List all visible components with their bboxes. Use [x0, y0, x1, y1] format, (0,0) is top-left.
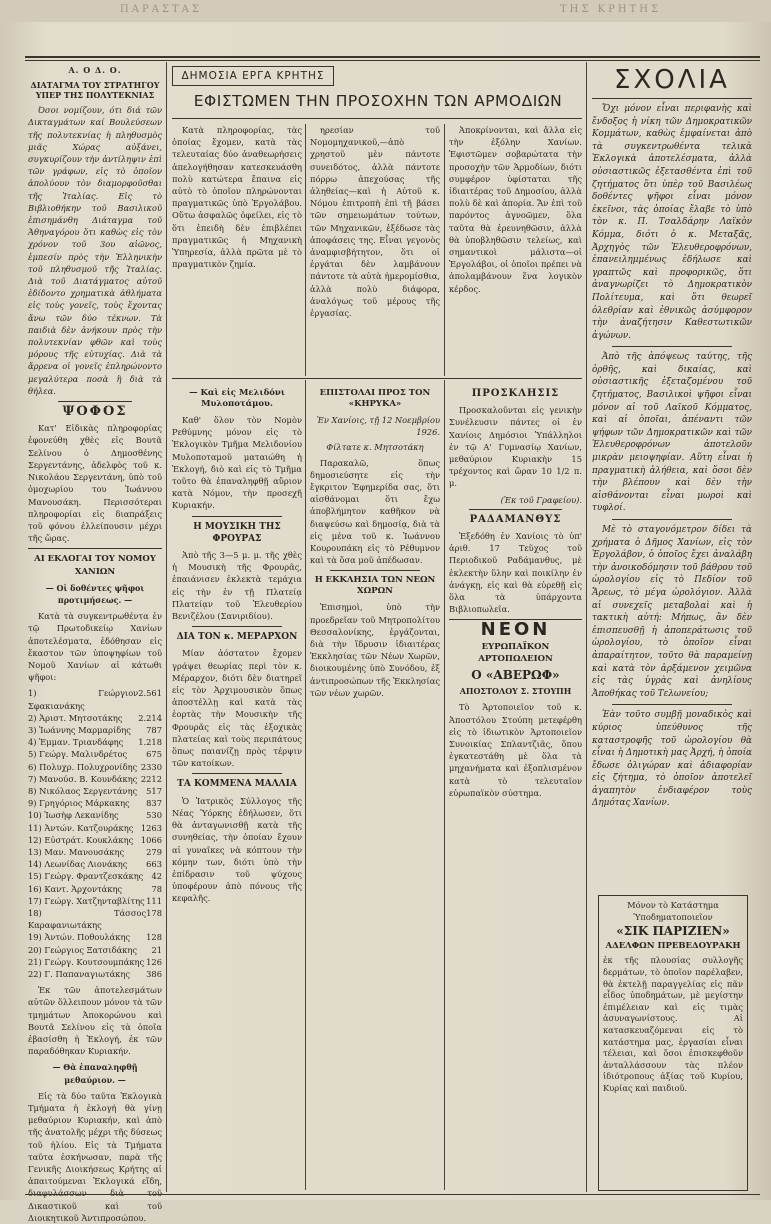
- headline-rule: [172, 118, 582, 119]
- center-lead-b: [310, 124, 440, 374]
- column-divider: [166, 62, 167, 1192]
- letters-salute: Φίλτατε κ. Μητσοτάκη: [326, 442, 424, 453]
- candidate-name: 12) Εὐστράτ. Κουκλάκης: [28, 834, 134, 845]
- melidoni-heading: — Καὶ εἰς Μελιδόνι Μυλοποτάμου.: [189, 388, 285, 409]
- scholia-p1: Ὄχι μόνον εἶναι περιφανὴς καὶ ἔνδοξος ἡ νίκη τῶν Δημοκρατικῶν Κομμάτων, καθὼς ἐμφαίνεται ἀπὸ τὰ συγκεντρωθέντα τελικὰ Ἐκλογικὰ ἀποτελέσματα, ἀλλὰ οὐσιαστικῶς ἐξετασθέντα ἐπὶ τοῦ ζητήματος ὅτι ὑπὲρ τοῦ Βασιλέως δοθέντες ψῆφοι εἶναι μόνον ἐκεῖνοι, τὰς ὁποίας ἔλαβε τὸ ὑπὸ τὸν κ. Π. Τσαλδάρην Λαϊκὸν Κόμμα, διότι ὁ κ. Μεταξᾶς, Ἀρχηγὸς τῶν Ἐλευθεροφρόνων, ἐπανειλημμένως ἐδήλωσε καὶ γραπτῶς καὶ προφορικῶς, ὅτι ἀναγνωρίζει τὸ Δημοκρατικὸν Πολίτευμα, καὶ ὅτι θεωρεῖ ὀλεθρίαν καὶ ἐθνικῶς ἀσύμφορον τὴν ἀναζήτησιν Καθεστωτικῶν ἀγώνων.: [592, 104, 752, 341]
- public-works-kicker-box: [172, 66, 334, 86]
- neon-body: Τὸ Ἀρτοποιεῖον τοῦ κ. Ἀποστόλου Στούπη μετεφέρθη εἰς τὸ ἰδιωτικὸν Ἀρτοποιεῖον Συνοικίας Σπλαντζιᾶς, ὅπου ἐγκατεστάθη μὲ ὅλα τὰ μηχανήματα καὶ ἐξοπλισμένον κατὰ τὸ τελευταῖον εὐρωπαϊκὸν σύστημα.: [449, 702, 582, 798]
- kozmetiko-title: ΤΑ ΚΟΜΜΕΝΑ ΜΑΛΛΙΑ: [177, 779, 297, 790]
- center-col-c: [449, 384, 582, 1194]
- candidate-row: [28, 883, 162, 895]
- candidate-name: 6) Πολυχρ. Πολυχρονίδης: [28, 761, 138, 772]
- melidoni-body: Καθ' ὅλον τὸν Νομὸν Ρεθύμνης μόνον εἰς τὸ Ἐκλογικὸν Τμῆμα Μελιδονίου Μυλοποταμοῦ ματαιώθη ἡ Ἐκλογή, διὸ καὶ εἰς τὸ Τμῆμα τοῦτο θὰ ἐπαναληφθῇ αὔριον κατὰ Νόμον, τὴν προσεχῆ Κυριακήν.: [172, 415, 302, 511]
- candidate-name: 16) Καντ. Ἀρχοντάκης: [28, 883, 123, 894]
- decree-title: ΔΙΑΤΑΓΜΑ ΤΟΥ ΣΤΡΑΤΗΓΟΥ ΥΠΕΡ ΤΗΣ ΠΟΛΥΤΕΚΝΙΑΣ: [30, 80, 160, 101]
- ad-body: ἐκ τῆς πλουσίας συλλογῆς δερμάτων, τὸ ὁποῖον παρέλαβεν, θὰ ἐκτελῇ παραγγελίας εἰς πᾶν εἶδος ὑποδημάτων, μὲ μεγίστην ἐπιμέλειαν καὶ εἰς τιμὰς ἀσυναγωνίστους. Αἱ κατασκευαζόμεναι εἰς τὸ κατάστημα μας, ἐργασίαι εἶναι τέλειαι, καὶ ὅσοι ἐπισκεφθοῦν ἀνταλλάσσουν τὰς πλέον ἰδιότροπους ἀξίας τοῦ Κυρίου, Κυρίας καὶ παιδιοῦ.: [603, 955, 743, 1093]
- candidate-votes: 21: [151, 944, 162, 955]
- masthead-right: ΤΗΣ ΚΡΗΤΗΣ: [560, 4, 662, 15]
- candidate-votes: 663: [146, 859, 162, 870]
- candidate-name: 18) Τάσσος Καραφανιωτάκης: [28, 908, 147, 931]
- elections-intro: Κατὰ τὰ συγκεντρωθέντα ἐν τῷ Πρωτοδικείῳ Χανίων ἀποτελέσματα, ἐδόθησαν εἰς ἕκαστον τῶν ὑποψηφίων τοῦ Νομοῦ Χανίων αἱ κάτωθι ψῆφοι:: [28, 611, 162, 683]
- center-lead-a: [172, 124, 302, 374]
- scholia-p2: Ἀπὸ τῆς ἀπόψεως ταύτης, τῆς ὀρθῆς, καὶ δικαίας, καὶ οὐσιαστικῆς ἐξεταζομένου τοῦ ζητήματος, Βασιλικοὶ ψῆφοι εἶναι μόνον αἱ τοῦ Λαϊκοῦ Κόμματος, καὶ αἱ ὁποῖαι, ἀπέναντι τῶν ψήφων τῶν Δημοκρατικῶν καὶ τῶν Ἐλευθεροφρόνων ἀποτελοῦν μικρὰν μειοψηφίαν. Αὕτη εἶναι ἡ πραγματικὴ ἀλήθεια, καὶ ὅσοι δὲν τὴν βλέπουν καὶ δὲν τὴν αἰσθάνονται εἶναι μωροὶ καὶ τυφλοί.: [592, 352, 752, 514]
- murder-body: Κατ' Εἰδικὰς πληροφορίας ἐφονεύθη χθὲς εἰς Βουτᾶ Σελίνου ὁ Δημοσθένης Σεργεντάνης, ἀδελφὸς τοῦ κ. Νικολάου Σεργεντάνη, ὑπὸ τοῦ ὁμοχωρίου του Ἰωάννου Μανουσάκη. Περισσότεραι πληροφορίαι εἰς διαπράξεις τοῦ φόνου ἐλλείπουσιν μέχρι τῆς ὥρας.: [28, 423, 162, 544]
- candidate-row: [28, 687, 162, 711]
- neon-owner: ΑΠΟΣΤΟΛΟΥ Σ. ΣΤΟΥΠΗ: [459, 686, 572, 697]
- church-body: Ἐπισημοὶ, ὑπὸ τὴν προεδρεῖαν τοῦ Μητροπολίτου Θεσσαλονίκης, ἐργάζονται, διὰ τὴν ἵδρυσιν ἰδιαιτέρας Ἐκκλησίας τῶν Νέων Χωρῶν, διοικουμένης ὑπὸ Συνόδου, ἐξ ἀντιπροσώπων τῆς Ἐκκλησίας τῶν νέων χωρῶν.: [310, 602, 440, 698]
- candidate-votes: 42: [151, 871, 162, 882]
- radamanthys-title: ΡΑΔΑΜΑΝΘΥΣ: [469, 513, 562, 525]
- candidate-votes: 2.561: [138, 688, 162, 699]
- candidate-name: 14) Λεωνίδας Λιονάκης: [28, 859, 128, 870]
- letters-body: Παρακαλῶ, ὅπως δημοσιεύσητε εἰς τὴν ἔγκριτον Ἐφημερίδα σας, ὅτι αἰσθάνομαι ὅτι ἔχω ἀποβλήμητον καθῆκον νὰ διαψεύσω καὶ δημοσίᾳ, διὰ τὰ εἰς μένα τοῦ κ. Ἰωάννου Κουρουπάκη εἰς τὸ Ρέθυμνον καὶ τὰ ὅσα μοῦ ἀπέδωσαν.: [310, 457, 440, 566]
- radamanthys-body: Ἐξεδόθη ἐν Χανίοις τὸ ὑπ' ἀριθ. 17 Τεῦχος τοῦ Περιοδικοῦ Ραδάμανθυς, μὲ ἐκλεκτὴν ὕλην καὶ ποικίλην ἐν ἀνάγκῃ, εἰς καὶ θὰ εὑρεθῇ εἰς ὅλα τὰ ὑπάρχοντα Βιβλιοπωλεῖα.: [449, 531, 582, 615]
- candidate-votes: 78: [151, 883, 162, 894]
- candidate-votes: 111: [146, 895, 162, 906]
- center-lead-c: [449, 124, 582, 374]
- main-headline: ΕΦΙΣΤΩΜΕΝ ΤΗΝ ΠΡΟΣΟΧΗΝ ΤΩΝ ΑΡΜΟΔΙΩΝ: [193, 92, 563, 110]
- merarch-body: Μίαν ἀόστατον ἔχομεν γράψει θεωρίας περὶ τὸν κ. Μέραρχον, διότι δὲν διατηρεῖ εἰς τὸν Ἀρχιμουσικὸν ὅπως ἀποστέλλῃ καὶ κατὰ τὰς ἑορτὰς τὴν Μουσικὴν τῆς Φρουρᾶς εἰς τὰς ἐξοχικὰς πλατείας καὶ τοὺς περιπάτους ὅπως παιανίζῃ πρὸς τέρψιν τῶν κατοίκων.: [172, 648, 302, 769]
- top-rule: [25, 56, 760, 58]
- lead-divider: [444, 124, 445, 376]
- letters-title: ΕΠΙΣΤΟΛΑΙ ΠΡΟΣ ΤΟΝ «ΚΗΡΥΚΑ»: [319, 388, 431, 409]
- ad-owners: ΑΔΕΛΦΩΝ ΠΡΕΒΕΔΟΥΡΑΚΗ: [605, 940, 741, 951]
- candidate-row: [28, 785, 162, 797]
- candidate-row: [28, 736, 162, 748]
- candidate-votes: 128: [146, 932, 162, 943]
- candidate-row: [28, 944, 162, 956]
- candidate-row: [28, 761, 162, 773]
- candidate-row: [28, 931, 162, 943]
- candidate-row: [28, 956, 162, 968]
- neon-title: ΝΕΟΝ: [480, 619, 551, 641]
- public-works-kicker: ΔΗΜΟΣΙΑ ΕΡΓΑ ΚΡΗΤΗΣ: [181, 70, 325, 82]
- candidate-name: 19) Ἀντών. Ποθουλάκης: [28, 932, 131, 943]
- candidate-row: [28, 870, 162, 882]
- candidate-name: 11) Ἀντών. Κατζουράκης: [28, 822, 134, 833]
- decree-body: Όσοι νομίζουν, ότι διά τῶν Δικταγμάτων καί Βουλεύσεων τῆς πολυτεκνίας ἡ πληθυσμὸς μιᾶς Χώρας αὐξάνει, συγκυρίζουν τὴν ἀντίληψιν ἐπὶ τῶν γράφων, εἰς τὸ ὁποῖον ἀπολύουν τὸν διαμορφοῦσθαι τῆς Ἰταλίας. Εἰς τὸ Βιβλιοθήκην τοῦ Βασιλικοῦ ἐπισημάνθη Διάταγμα τοῦ Ἀθηναγόρου ὅτι καθὼς εἰς τὸν χρόνον τοῦ 3ου αἰῶνος, ἐμπεσίν πρὸς τὴν Ἑλληνικὴν τοῦ πληθυσμοῦ τῆς Ἰταλίας. Διὰ τοῦ Διατάγματος αὐτοῦ ἐδίδοντο χρηματικὰ ἀθλήματα εἰς τοὺς γονεῖς, τοὺς ἔχοντας ἄνω τῶν δύο τέκνων. Τὰ παιδιὰ δὲν ἀνήκουν πρὸς τὴν πολυτεκνίαν φθῶν καὶ τοὺς μόρους τῆς εὐτυχίας. Διὰ τὰ ἄρρενα οἱ γονεῖς ἐπληρώνοντο μεγαλύτερα ποσὰ ἢ διὰ τὰ θήλεα.: [28, 105, 162, 396]
- candidate-name: 20) Γεώργιος Ξατσιδάκης: [28, 944, 137, 955]
- candidate-row: [28, 773, 162, 785]
- repeat-title: — Θὰ ἐπαναληφθῇ μεθαύριον. —: [52, 1062, 138, 1085]
- candidate-votes: 178: [146, 908, 162, 918]
- ad-intro: Μόνον τὸ Κατάστημα Ὑποδηματοποιεῖον: [627, 900, 719, 922]
- lead-a-text: Κατὰ πληροφορίας, τὰς ὁποίας ἔχομεν, κατὰ τὰς τελευταίας δύο ἀναθεωρήσεις ἀπελογήθησαν κατεσκευάσθη πολὺ κατώτερα ἔπαινα εἰς αὐτὸ τὸ ὁποῖον πληρώνονται πραγματικῶς ὑπὸ Ἐργολάβου. Οὕτω ἀσφαλῶς ὀφείλει, εἰς τὸ ὅτι ἐπειδὴ δὲν ἐπιβλέπει πραγματικῶς ἡ Μηχανικὴ Ὑπηρεσία, ἀλλὰ πρῶτα μὲ τὸ πραγματικὸν ζημία.: [172, 125, 302, 270]
- candidate-row: [28, 834, 162, 846]
- music-title: Η ΜΟΥΣΙΚΗ ΤΗΣ ΦΡΟΥΡΑΣ: [193, 521, 281, 544]
- neon-subtitle: ΕΥΡΩΠΑΪΚΟΝ ΑΡΤΟΠΩΛΕΙΟΝ: [478, 641, 553, 664]
- column-divider: [305, 380, 306, 1190]
- candidate-votes: 530: [146, 810, 162, 821]
- letters-date: Ἐν Χανίοις, τῇ 12 Νοεμβρίου 1926.: [316, 415, 440, 438]
- bottom-rule: [25, 1194, 760, 1195]
- candidate-name: 7) Μανούσ. Β. Κουνδάκης: [28, 773, 138, 784]
- masthead-left: ΠΑΡΑΣΤΑΣ: [120, 4, 202, 15]
- ad-name: «ΣΙΚ ΠΑΡΙΖΙΕΝ»: [616, 924, 730, 939]
- candidate-row: [28, 809, 162, 821]
- elections-title: ΑΙ ΕΚΛΟΓΑΙ ΤΟΥ ΝΟΜΟΥ ΧΑΝΙΩΝ: [34, 554, 156, 577]
- candidate-row: [28, 797, 162, 809]
- candidate-name: 4) Ἐμμαν. Τριανδάφης: [28, 737, 124, 748]
- neon-name: Ο «ΑΒΕΡΩΦ»: [471, 668, 560, 683]
- candidate-row: [28, 858, 162, 870]
- candidate-name: 10) Ἰωσὴφ Λεκανίδης: [28, 810, 119, 821]
- candidate-votes: 279: [146, 846, 162, 857]
- candidate-votes: 787: [146, 724, 162, 735]
- candidate-row: [28, 846, 162, 858]
- elections-subtitle: — Οἱ δοθέντες ψῆφοι προτιμήσεως. —: [45, 582, 145, 605]
- candidate-name: 8) Νικόλαος Σεργεντάνης: [28, 785, 138, 796]
- candidate-row: [28, 907, 162, 931]
- candidate-row: [28, 712, 162, 724]
- candidate-votes: 2212: [140, 773, 162, 784]
- scholia-title: ΣΧΟΛΙΑ: [614, 65, 730, 95]
- candidate-name: 1) Γεώργιον Σφακιανάκης: [28, 688, 139, 711]
- candidate-votes: 1.218: [138, 737, 162, 748]
- candidate-row: [28, 822, 162, 834]
- candidate-votes: 1066: [140, 834, 162, 845]
- candidate-row: [28, 724, 162, 736]
- candidate-row: [28, 895, 162, 907]
- candidate-name: 22) Γ. Παπαναγιωτάκης: [28, 969, 130, 980]
- candidate-votes: 386: [146, 969, 162, 980]
- lead-b-text: ηρεσίαν τοῦ Νομομηχανικοῦ,—ἀπὸ χρηστοῦ μὲν πάντοτε συνειδότος, ἀλλὰ πάντοτε πόρρω ἀπεχούσας τῆς ἀληθείας—καὶ ἡ Αὐτοῦ κ. Νόμου ἐπιτροπὴ ἐπὶ τῆ βάσει τῶν σημειωμάτων τούτων, τῶν Μηχανικῶν, ἐξέδωσε τὰς ἀποφάσεις της. Εἶναι γεγονὸς ἀναμφισβήτητον, ὅτι οἱ ἐργάται δὲν λαμβάνουν πάντοτε τὰ αὐτὰ ἡμερομίσθια, ἀλλὰ πολὺ διάφορα, ἀναλόγως τοῦ μέρους τῆς ἐργασίας.: [310, 125, 440, 319]
- lead-divider: [305, 124, 306, 376]
- candidate-votes: 1263: [140, 822, 162, 833]
- candidate-name: 9) Γρηγόριος Μάρκακης: [28, 798, 130, 809]
- left-column: [28, 64, 162, 1223]
- candidate-votes: 837: [146, 798, 162, 809]
- lead-rule: [172, 378, 582, 379]
- invitation-sign: (Ἐκ τοῦ Γραφείου).: [500, 494, 582, 505]
- candidate-row: [28, 968, 162, 980]
- col1-header: Α. Ο Δ. Ο.: [68, 65, 122, 75]
- merarch-title: ΔΙΑ ΤΟΝ κ. ΜΕΡΑΡΧΟΝ: [176, 632, 298, 643]
- scholia-p4: Ἐὰν τοῦτο συμβῇ μοναδικὸς καὶ κύριος ὑπεύθυνος τῆς καταστροφῆς τοῦ ὡρολογίου θὰ εἶναι ἡ Δημοτικὴ μας Ἀρχή, ἡ ὁποία ἔδωσε ὀλιγώραν καὶ ἀδιαφορίαν εἰς ζήτημα, τὸ ὁποῖον ἀποτελεῖ ἀγαπητὸν ἐνδιαφέρον τοὺς Δημότας Χανίων.: [592, 710, 752, 809]
- candidate-name: 3) Ἰωάννης Μαρμαρίδης: [28, 724, 131, 735]
- candidate-name: 17) Γεώργ. Χατζηνταβλίτης: [28, 895, 145, 906]
- repeat-body: Εἰς τὰ δύο ταῦτα Ἐκλογικὰ Τμήματα ἡ ἐκλογή θὰ γίνῃ μεθαύριον Κυριακήν, καὶ ἀπὸ τῆς ἀνατολῆς μέχρι τῆς δύσεως τοῦ ἡλίου. Εἰς τὰ Τμήματα ταῦτα ἐσκήνωσαν, παρὰ τῆς Γενικῆς Διοικήσεως Κρήτης αἱ ἀπαιτούμεναι Ἐκλογικά εἴδη, Δικαστικοῦ καὶ τοῦ Διοικητικοῦ Ἀντιπροσώπου.: [28, 1090, 162, 1223]
- shoe-shop-ad: [598, 895, 748, 1191]
- top-rule-thin: [25, 60, 760, 61]
- candidate-votes: 517: [146, 785, 162, 796]
- candidate-list: [28, 687, 162, 980]
- murder-title: ΨΟΦΟΣ: [62, 404, 128, 420]
- candidate-votes: 2330: [140, 761, 162, 772]
- candidate-name: 13) Μαν. Μανουσάκης: [28, 846, 125, 857]
- candidate-name: 21) Γεώργ. Κουτσουμπάκης: [28, 956, 145, 967]
- candidate-votes: 2.214: [138, 712, 162, 723]
- candidate-votes: 126: [146, 956, 162, 967]
- church-title: Η ΕΚΚΛΗΣΙΑ ΤΩΝ ΝΕΩΝ ΧΩΡΩΝ: [314, 575, 436, 597]
- column-divider: [444, 380, 445, 1190]
- column-divider: [586, 62, 587, 1192]
- candidate-row: [28, 748, 162, 760]
- candidate-name: 5) Γεώργ. Μαλινδρέτος: [28, 749, 128, 760]
- candidate-name: 15) Γεώργ. Φραντζεσκάκης: [28, 871, 144, 882]
- center-col-b: [310, 384, 440, 1194]
- invitation-title: ΠΡΟΣΚΛΗΣΙΣ: [471, 388, 560, 399]
- lead-c-text: Ἀποκρίνονται, καὶ ἄλλα εἰς τὴν ἐξόλην Χανίων. Ἐφιστῶμεν σοβαρώτατα τὴν προσοχὴν τῶν Ἁρμοδίων, διότι συμφέρον ὑφίσταται τῆς ἰδιαιτέρας τοῦ Δημοσίου, ἀλλὰ πολὺ δὲ καὶ ἀπορία. Ἄν ἐπὶ τοῦ παρόντος ἀγνοῶμεν, ὅλα ταῦτα θὰ ἐρευνηθῶσιν, ἀλλὰ θὰ ὑποβληθῶσιν τελείως, καὶ σημαντικοὶ μάλιστα—οἱ Ἐργολάβοι, οἱ ὁποῖοι πρέπει νὰ ἀπολαμβάνουν ἕνα λογικὸν κέρδος.: [449, 125, 582, 294]
- kozmetiko-body: Ὁ Ἰατρικὸς Σύλλογος τῆς Νέας Ὑόρκης ἐδήλωσεν, ὅτι θὰ ἀνταγωνισθῇ κατὰ τῆς συνηθείας, τὴν ὁποίαν ἔχουν αἱ γυναῖκες νὰ κόπτουν τὴν κόμην των, διότι ὑπὸ τὴν ἐπίδρασιν τοῦ ψύχους ὑποφέρουν ἀπὸ πόνους τῆς κεφαλῆς.: [172, 795, 302, 904]
- candidate-name: 2) Ἀριστ. Μητσοτάκης: [28, 712, 123, 723]
- center-col-a: [172, 384, 302, 1194]
- candidate-votes: 675: [146, 749, 162, 760]
- elections-closing: Ἐκ τῶν ἀποτελεσμάτων αὐτῶν ὅλλειπουν μόνον τὰ τῶν τμημάτων Ἀποκορώνου καὶ Βουτᾶ Σελίνου εἰς τὰ ὁποῖα ἐβασίσθη ἡ Ἐκλογή, ἐκ τῶν παραδόθηκαν Κυριακήν.: [28, 985, 162, 1057]
- scholia-p3: Μὲ τὸ σταγονόμετρον δίδει τὰ χρήματα ὁ Δῆμος Χανίων, εἰς τὸν Ἐργολάβον, ὁ ὁποῖος ἔχει ἀναλάβη τὴν ἀνοικοδόμησιν τοῦ βάθρου τοῦ ὡρολογίου εἰς τὸ Πεδίον τοῦ Ἄρεως, τὸ μέγα ὡρολόγιον. Ἀλλὰ αἱ συνεχεῖς μεταβολαὶ καὶ ἡ τακτικὴ αὐτή: Μήπως, ἂν δὲν ἐπισπευσθῇ ἡ ἀποπεράτωσις τοῦ ὡρολογίου, τὸ ὁποῖον εἶναι ἀπαραίτητον, τοῦτο θὰ παραμείνῃ καὶ κατὰ τὸν ἀρξάμενον χειμῶνα εἰς τὰς ὑγρὰς καὶ ἀνηλίους Ἀποθήκας τοῦ Τελωνείου;: [592, 525, 752, 699]
- invitation-body: Προσκαλοῦνται εἰς γενικὴν Συνέλευσιν πάντες οἱ ἐν Χανίοις Δημόσιοι Ὑπάλληλοι ἐν τῷ Α' Γυμνασίῳ Χανίων, μεθαύριον Κυριακὴν 15 τρέχοντος καὶ ὥραν 10 1/2 π. μ.: [449, 405, 582, 489]
- music-body: Ἀπὸ τῆς 3—5 μ. μ. τῆς χθὲς ἡ Μουσικὴ τῆς Φρουρᾶς, ἐπαιάνισεν ἐκλεκτὰ τεμάχια εἰς τὴν ἐν τῇ Πλατείᾳ Πλατείᾳν τοῦ Ἐλευθερίου Βενιζέλου (Σανιριδίου).: [172, 550, 302, 622]
